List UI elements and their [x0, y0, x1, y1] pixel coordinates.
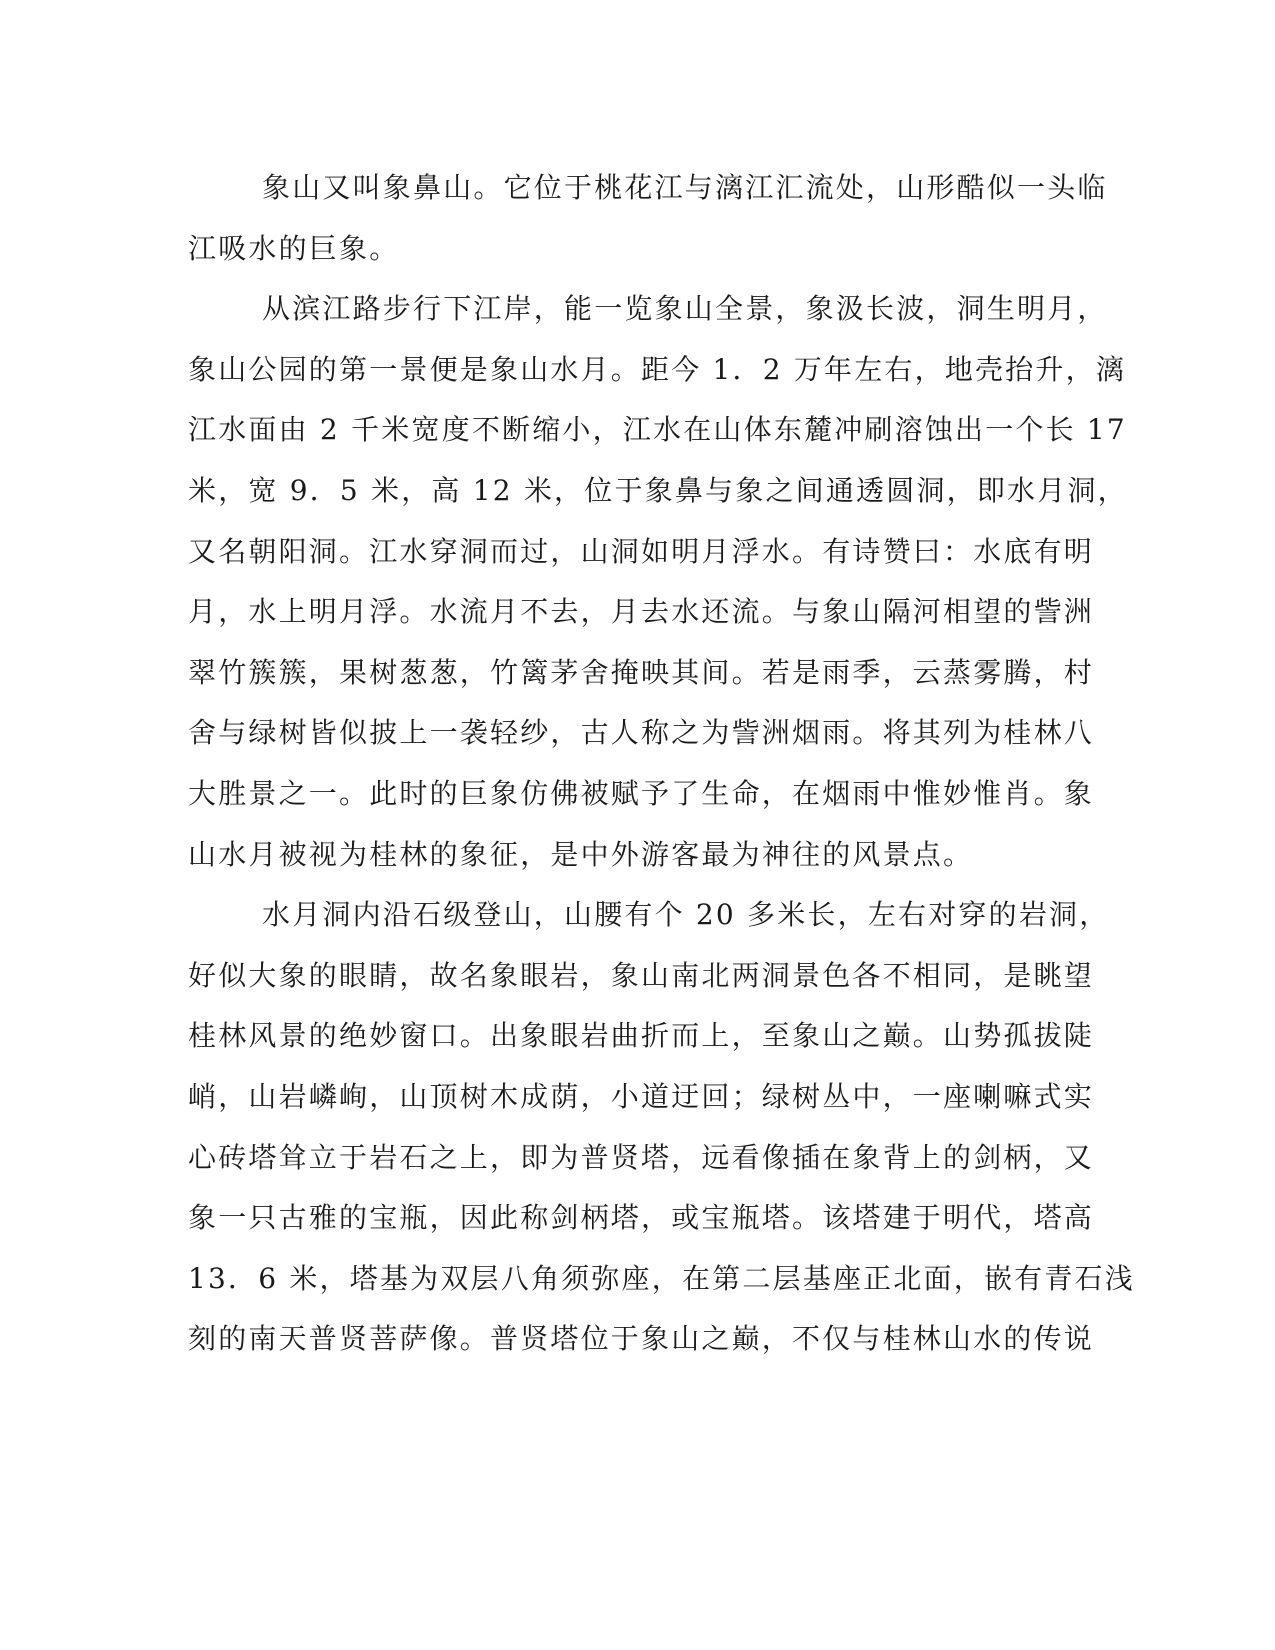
text-line: 象一只古雅的宝瓶，因此称剑柄塔，或宝瓶塔。该塔建于明代，塔高: [188, 1201, 1095, 1235]
text-line: 舍与绿树皆似披上一袭轻纱，古人称之为訾洲烟雨。将其列为桂林八: [188, 716, 1095, 750]
paragraph-2: [188, 279, 1128, 885]
paragraph-1: [188, 158, 1108, 279]
document-body: [188, 158, 1135, 1370]
text-line: 米，宽 9．5 米，高 12 米，位于象鼻与象之间通透圆洞，即水月洞，: [188, 473, 1128, 507]
text-line: 翠竹簇簇，果树葱葱，竹篱茅舍掩映其间。若是雨季，云蒸雾腾，村: [188, 655, 1095, 689]
text-line: 江水面由 2 千米宽度不断缩小，江水在山体东麓冲刷溶蚀出一个长 17: [188, 413, 1127, 447]
text-line: 从滨江路步行下江岸，能一览象山全景，象汲长波，洞生明月，: [262, 292, 1108, 326]
text-line: 又名朝阳洞。江水穿洞而过，山洞如明月浮水。有诗赞曰：水底有明: [188, 534, 1095, 568]
text-line: 好似大象的眼睛，故名象眼岩，象山南北两洞景色各不相同，是眺望: [188, 958, 1095, 992]
text-line: 刻的南天普贤菩萨像。普贤塔位于象山之巅，不仅与桂林山水的传说: [188, 1322, 1095, 1356]
text-line: 桂林风景的绝妙窗口。出象眼岩曲折而上，至象山之巅。山势孤拔陡: [188, 1019, 1095, 1053]
text-line: 象山公园的第一景便是象山水月。距今 1．2 万年左右，地壳抬升，漓: [188, 352, 1127, 386]
text-line: 山水月被视为桂林的象征，是中外游客最为神往的风景点。: [188, 837, 974, 871]
text-line: 水月洞内沿石级登山，山腰有个 20 多米长，左右对穿的岩洞，: [262, 898, 1110, 932]
text-line: 13．6 米，塔基为双层八角须弥座，在第二层基座正北面，嵌有青石浅: [188, 1261, 1135, 1295]
text-line: 峭，山岩嶙峋，山顶树木成荫，小道迂回；绿树丛中，一座喇嘛式实: [188, 1079, 1095, 1113]
paragraph-3: [188, 885, 1135, 1370]
text-line: 月，水上明月浮。水流月不去，月去水还流。与象山隔河相望的訾洲: [188, 595, 1095, 629]
text-line: 大胜景之一。此时的巨象仿佛被赋予了生命，在烟雨中惟妙惟肖。象: [188, 776, 1095, 810]
text-line: 心砖塔耸立于岩石之上，即为普贤塔，远看像插在象背上的剑柄，又: [188, 1140, 1095, 1174]
text-line: 象山又叫象鼻山。它位于桃花江与漓江汇流处，山形酷似一头临: [262, 171, 1108, 204]
text-line: 江吸水的巨象。: [188, 231, 400, 265]
